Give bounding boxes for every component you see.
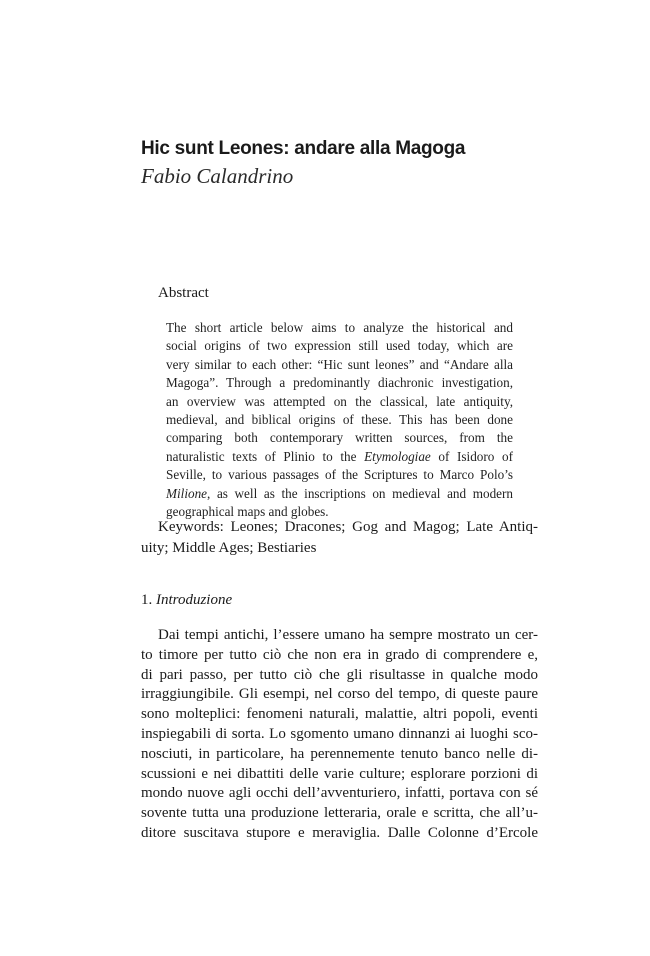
body-line: irraggiungibile. Gli esempi, nel corso del tempo, di queste paure (141, 686, 538, 703)
article-title: Hic sunt Leones: andare alla Magoga (141, 138, 466, 159)
body-line: scussioni e nei dibattiti delle varie culture; esplorare porzioni di (141, 765, 538, 782)
abstract-line (166, 485, 513, 503)
body-paragraph (141, 626, 538, 844)
abstract-body (166, 319, 513, 521)
body-line: to timore per tutto ciò che non era in grado di comprendere e, (141, 646, 538, 663)
abstract-line: an overview was attempted on the classical, late antiquity, (166, 393, 513, 409)
body-line: sovente tutta una produzione letteraria, orale e scritta, che all’u- (141, 805, 538, 822)
abstract-line-text: of Isidoro of (430, 448, 513, 464)
abstract-line-italic: Etymologiae (364, 448, 431, 464)
body-line: sono molteplici: fenomeni naturali, malattie, altri popoli, eventi (141, 706, 538, 723)
section-heading (141, 590, 232, 610)
section-number: 1. (141, 592, 153, 608)
keywords-line: Keywords: Leones; Dracones; Gog and Magog; Late Antiq- (158, 519, 538, 535)
section-name: Introduzione (156, 592, 233, 608)
keywords (141, 517, 538, 558)
abstract-line-italic: Milione (166, 485, 208, 501)
abstract-line: comparing both contemporary written sources, from the (166, 430, 513, 446)
abstract-line-text: naturalistic texts of Plinio to the (166, 448, 365, 464)
abstract-line: medieval, and biblical origins of these. This has been done (166, 412, 513, 428)
body-line: nosciuti, in particolare, ha perennemente tenuto banco nelle di- (141, 745, 538, 762)
body-line: di pari passo, per tutto ciò che gli risultasse in qualche modo (141, 666, 538, 683)
abstract-line: very similar to each other: “Hic sunt leones” and “Andare alla (166, 356, 513, 372)
abstract-line: The short article below aims to analyze the historical and (166, 320, 513, 335)
keywords-line: uity; Middle Ages; Bestiaries (141, 539, 317, 556)
abstract-line (166, 448, 513, 466)
body-line: Dai tempi antichi, l’essere umano ha sempre mostrato un cer- (158, 627, 538, 643)
body-line: mondo nuove agli occhi dell’avventuriero, infatti, portava con sé (141, 785, 538, 802)
article-author: Fabio Calandrino (141, 164, 294, 188)
body-line: ditore suscitava stupore e meraviglia. Dalle Colonne d’Ercole (141, 824, 538, 841)
abstract-line: social origins of two expression still used today, which are (166, 338, 513, 354)
abstract-line: geographical maps and globes. (166, 504, 329, 520)
abstract-line-text: , as well as the inscriptions on medieval and modern (207, 485, 513, 501)
abstract-heading: Abstract (158, 285, 209, 301)
body-line: inspiegabili di sorta. Lo sgomento umano dinnanzi ai luoghi sco- (141, 725, 538, 742)
abstract-line: Seville, to various passages of the Scriptures to Marco Polo’s (166, 467, 513, 483)
abstract-line: Magoga”. Through a predominantly diachronic investigation, (166, 375, 513, 391)
